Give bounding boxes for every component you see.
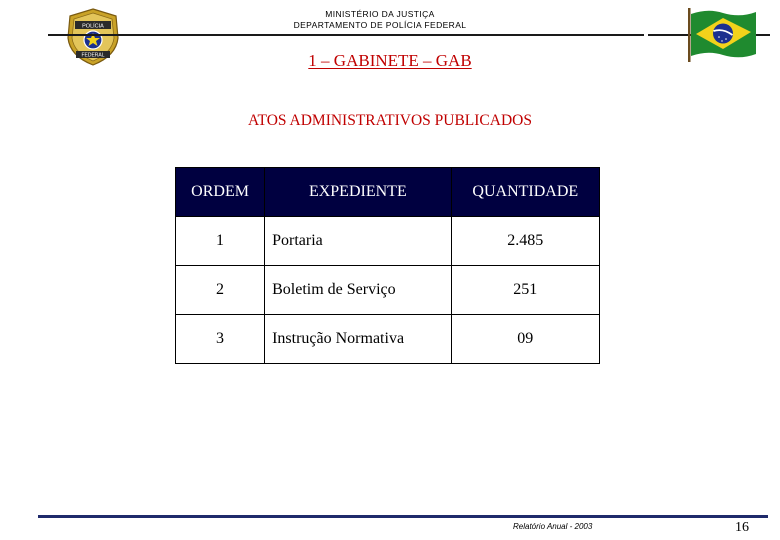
report-label: Relatório Anual - 2003 bbox=[513, 522, 593, 531]
cell-expediente: Boletim de Serviço bbox=[265, 266, 452, 315]
section-title: 1 – GABINETE – GAB bbox=[308, 51, 472, 70]
column-header-ordem: ORDEM bbox=[176, 168, 265, 217]
page-number: 16 bbox=[735, 520, 749, 535]
cell-expediente: Instrução Normativa bbox=[265, 315, 452, 364]
cell-quantidade: 251 bbox=[451, 266, 599, 315]
table-row bbox=[176, 217, 600, 266]
table-header-row bbox=[176, 168, 600, 217]
department-name: DEPARTAMENTO DE POLÍCIA FEDERAL bbox=[293, 20, 467, 30]
cell-quantidade: 09 bbox=[451, 315, 599, 364]
column-header-quantidade: QUANTIDADE bbox=[451, 168, 599, 217]
badge-top-text: POLÍCIA bbox=[82, 23, 104, 30]
cell-ordem: 3 bbox=[176, 315, 265, 364]
cell-expediente: Portaria bbox=[265, 217, 452, 266]
footer-rule bbox=[38, 515, 768, 518]
cell-ordem: 2 bbox=[176, 266, 265, 315]
cell-quantidade: 2.485 bbox=[451, 217, 599, 266]
table-row bbox=[176, 315, 600, 364]
header-text bbox=[230, 9, 530, 31]
ministry-name: MINISTÉRIO DA JUSTIÇA bbox=[325, 9, 435, 19]
cell-ordem: 1 bbox=[176, 217, 265, 266]
header-rule-gap bbox=[644, 34, 648, 36]
badge-bottom-text: FEDERAL bbox=[81, 52, 105, 59]
column-header-expediente: EXPEDIENTE bbox=[265, 168, 452, 217]
header-rule bbox=[48, 34, 770, 36]
acts-table bbox=[175, 167, 600, 364]
table-row bbox=[176, 266, 600, 315]
table-subtitle: ATOS ADMINISTRATIVOS PUBLICADOS bbox=[248, 112, 532, 129]
